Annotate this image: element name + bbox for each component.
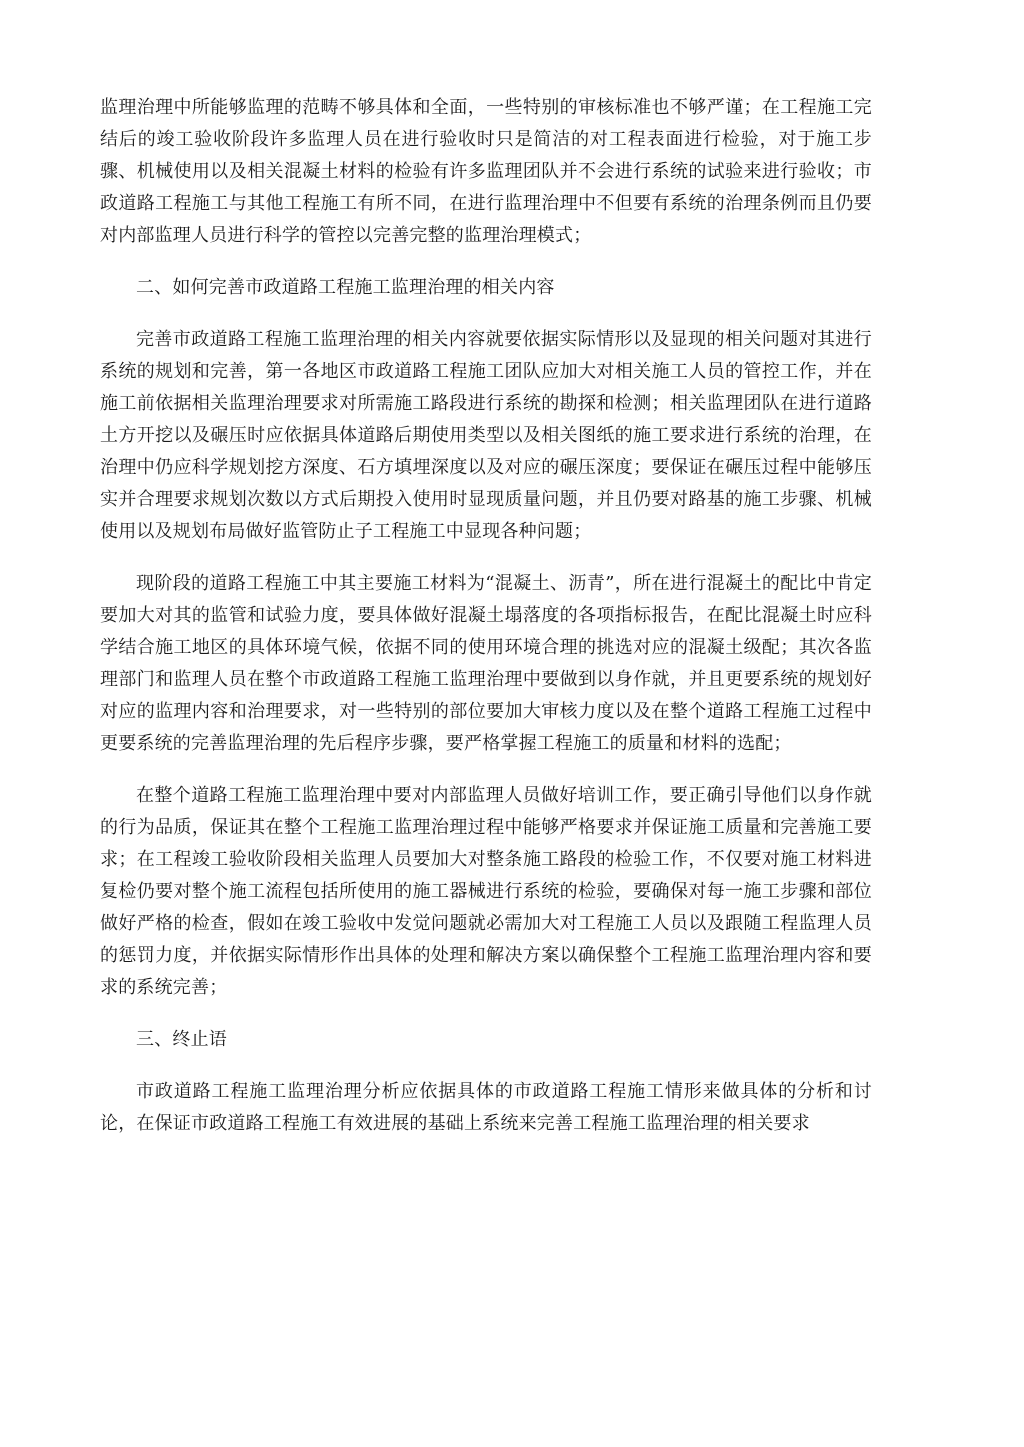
paragraph-5: 市政道路工程施工监理治理分析应依据具体的市政道路工程施工情形来做具体的分析和讨论，在保证市政道路工程施工有效进展的基础上系统来完善工程施工监理治理的相关要求 bbox=[100, 1081, 872, 1134]
paragraph-2: 完善市政道路工程施工监理治理的相关内容就要依据实际情形以及显现的相关问题对其进行系统的规划和完善，第一各地区市政道路工程施工团队应加大对相关施工人员的管控工作，并在施工前依据相关监理治理要求对所需施工路段进行系统的勘探和检测；相关监理团队在进行道路土方开挖以及碾压时应依据具体道路后期使用类型以及相关图纸的施工要求进行系统的治理，在治理中仍应科学规划挖方深度、石方填埋深度以及对应的碾压深度；要保证在碾压过程中能够压实并合理要求规划次数以方式后期投入使用时显现质量问题，并且仍要对路基的施工步骤、机械使用以及规划布局做好监管防止子工程施工中显现各种问题； bbox=[100, 329, 872, 542]
paragraph-continued: 监理治理中所能够监理的范畴不够具体和全面，一些特别的审核标准也不够严谨；在工程施工完结后的竣工验收阶段许多监理人员在进行验收时只是简洁的对工程表面进行检验，对于施工步骤、机械使用以及相关混凝土材料的检验有许多监理团队并不会进行系统的试验来进行验收；市政道路工程施工与其他工程施工有所不同，在进行监理治理中不但要有系统的治理条例而且仍要对内部监理人员进行科学的管控以完善完整的监理治理模式； bbox=[100, 97, 872, 246]
section-heading-3: 三、终止语 bbox=[136, 1029, 227, 1050]
paragraph-4: 在整个道路工程施工监理治理中要对内部监理人员做好培训工作，要正确引导他们以身作就的行为品质，保证其在整个工程施工监理治理过程中能够严格要求并保证施工质量和完善施工要求；在工程竣工验收阶段相关监理人员要加大对整条施工路段的检验工作，不仅要对施工材料进复检仍要对整个施工流程包括所使用的施工器械进行系统的检验，要确保对每一施工步骤和部位做好严格的检查，假如在竣工验收中发觉问题就必需加大对工程施工人员以及跟随工程监理人员的惩罚力度，并依据实际情形作出具体的处理和解决方案以确保整个工程施工监理治理内容和要求的系统完善； bbox=[100, 785, 872, 998]
paragraph-3: 现阶段的道路工程施工中其主要施工材料为“混凝土、沥青”，所在进行混凝土的配比中肯定要加大对其的监管和试验力度，要具体做好混凝土塌落度的各项指标报告，在配比混凝土时应科学结合施工地区的具体环境气候，依据不同的使用环境合理的挑选对应的混凝土级配；其次各监理部门和监理人员在整个市政道路工程施工监理治理中要做到以身作就，并且更要系统的规划好对应的监理内容和治理要求，对一些特别的部位要加大审核力度以及在整个道路工程施工过程中更要系统的完善监理治理的先后程序步骤，要严格掌握工程施工的质量和材料的选配； bbox=[100, 573, 872, 754]
section-heading-2: 二、如何完善市政道路工程施工监理治理的相关内容 bbox=[136, 277, 555, 298]
document-page bbox=[100, 92, 872, 1140]
